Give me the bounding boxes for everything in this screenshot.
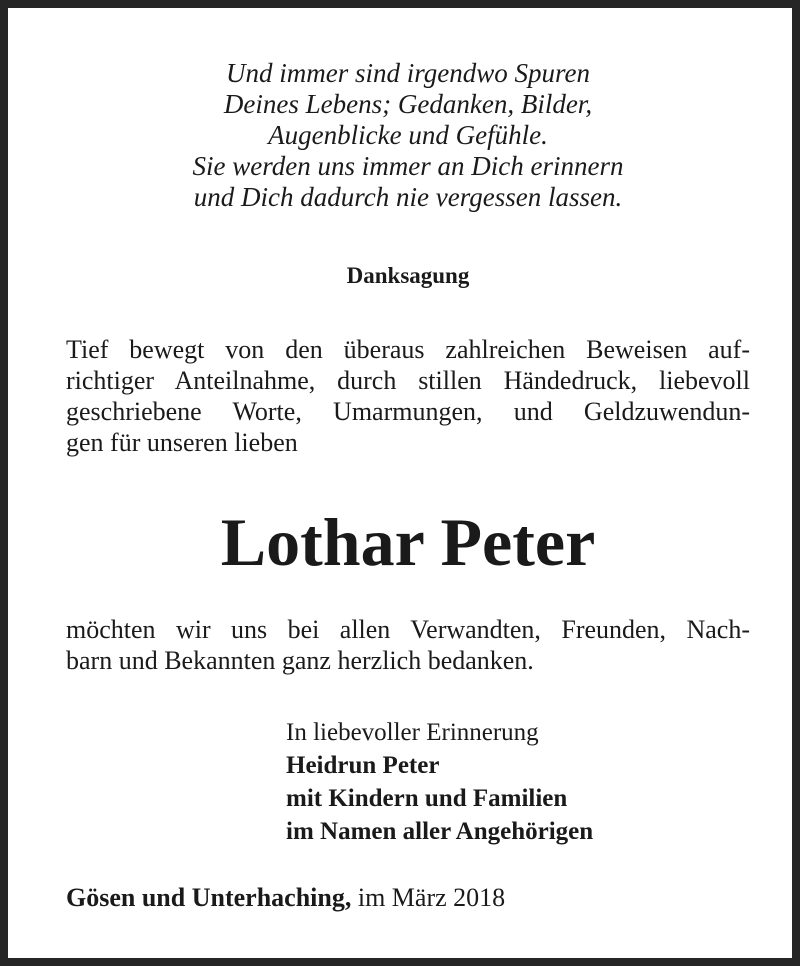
place-date — [66, 882, 505, 913]
signature-line: Heidrun Peter — [286, 752, 440, 779]
poem-line: und Dich dadurch nie vergessen lassen. — [193, 182, 623, 212]
place: Gösen und Unterhaching, — [66, 883, 352, 912]
intro-line: Tief bewegt von den überaus zahlreichen Beweisen auf- — [66, 335, 750, 364]
poem-line: Augenblicke und Gefühle. — [268, 120, 548, 150]
intro-line: gen für unseren lieben — [66, 428, 298, 457]
poem-line: Sie werden uns immer an Dich erinnern — [192, 151, 624, 181]
poem-line: Deines Lebens; Gedanken, Bilder, — [223, 89, 593, 119]
deceased-name: Lothar Peter — [220, 504, 596, 580]
date: im März 2018 — [357, 883, 506, 912]
heading: Danksagung — [346, 263, 470, 288]
remembrance-text: In liebevoller Erinnerung — [286, 719, 539, 746]
signature-line: im Namen aller Angehörigen — [286, 818, 594, 845]
intro-line: richtiger Anteilnahme, durch stillen Händedruck, liebevoll — [66, 366, 750, 395]
thanks-line: barn und Bekannten ganz herzlich bedanken. — [66, 646, 534, 675]
intro-paragraph — [66, 334, 750, 458]
signature — [286, 716, 593, 848]
thanks-line: möchten wir uns bei allen Verwandten, Freunden, Nach- — [66, 615, 750, 644]
poem — [8, 58, 800, 213]
thanks-paragraph — [66, 614, 750, 676]
poem-line: Und immer sind irgendwo Spuren — [226, 58, 590, 88]
signature-line: mit Kindern und Familien — [286, 785, 568, 812]
intro-line: geschriebene Worte, Umarmungen, und Geldzuwendun- — [66, 397, 750, 426]
